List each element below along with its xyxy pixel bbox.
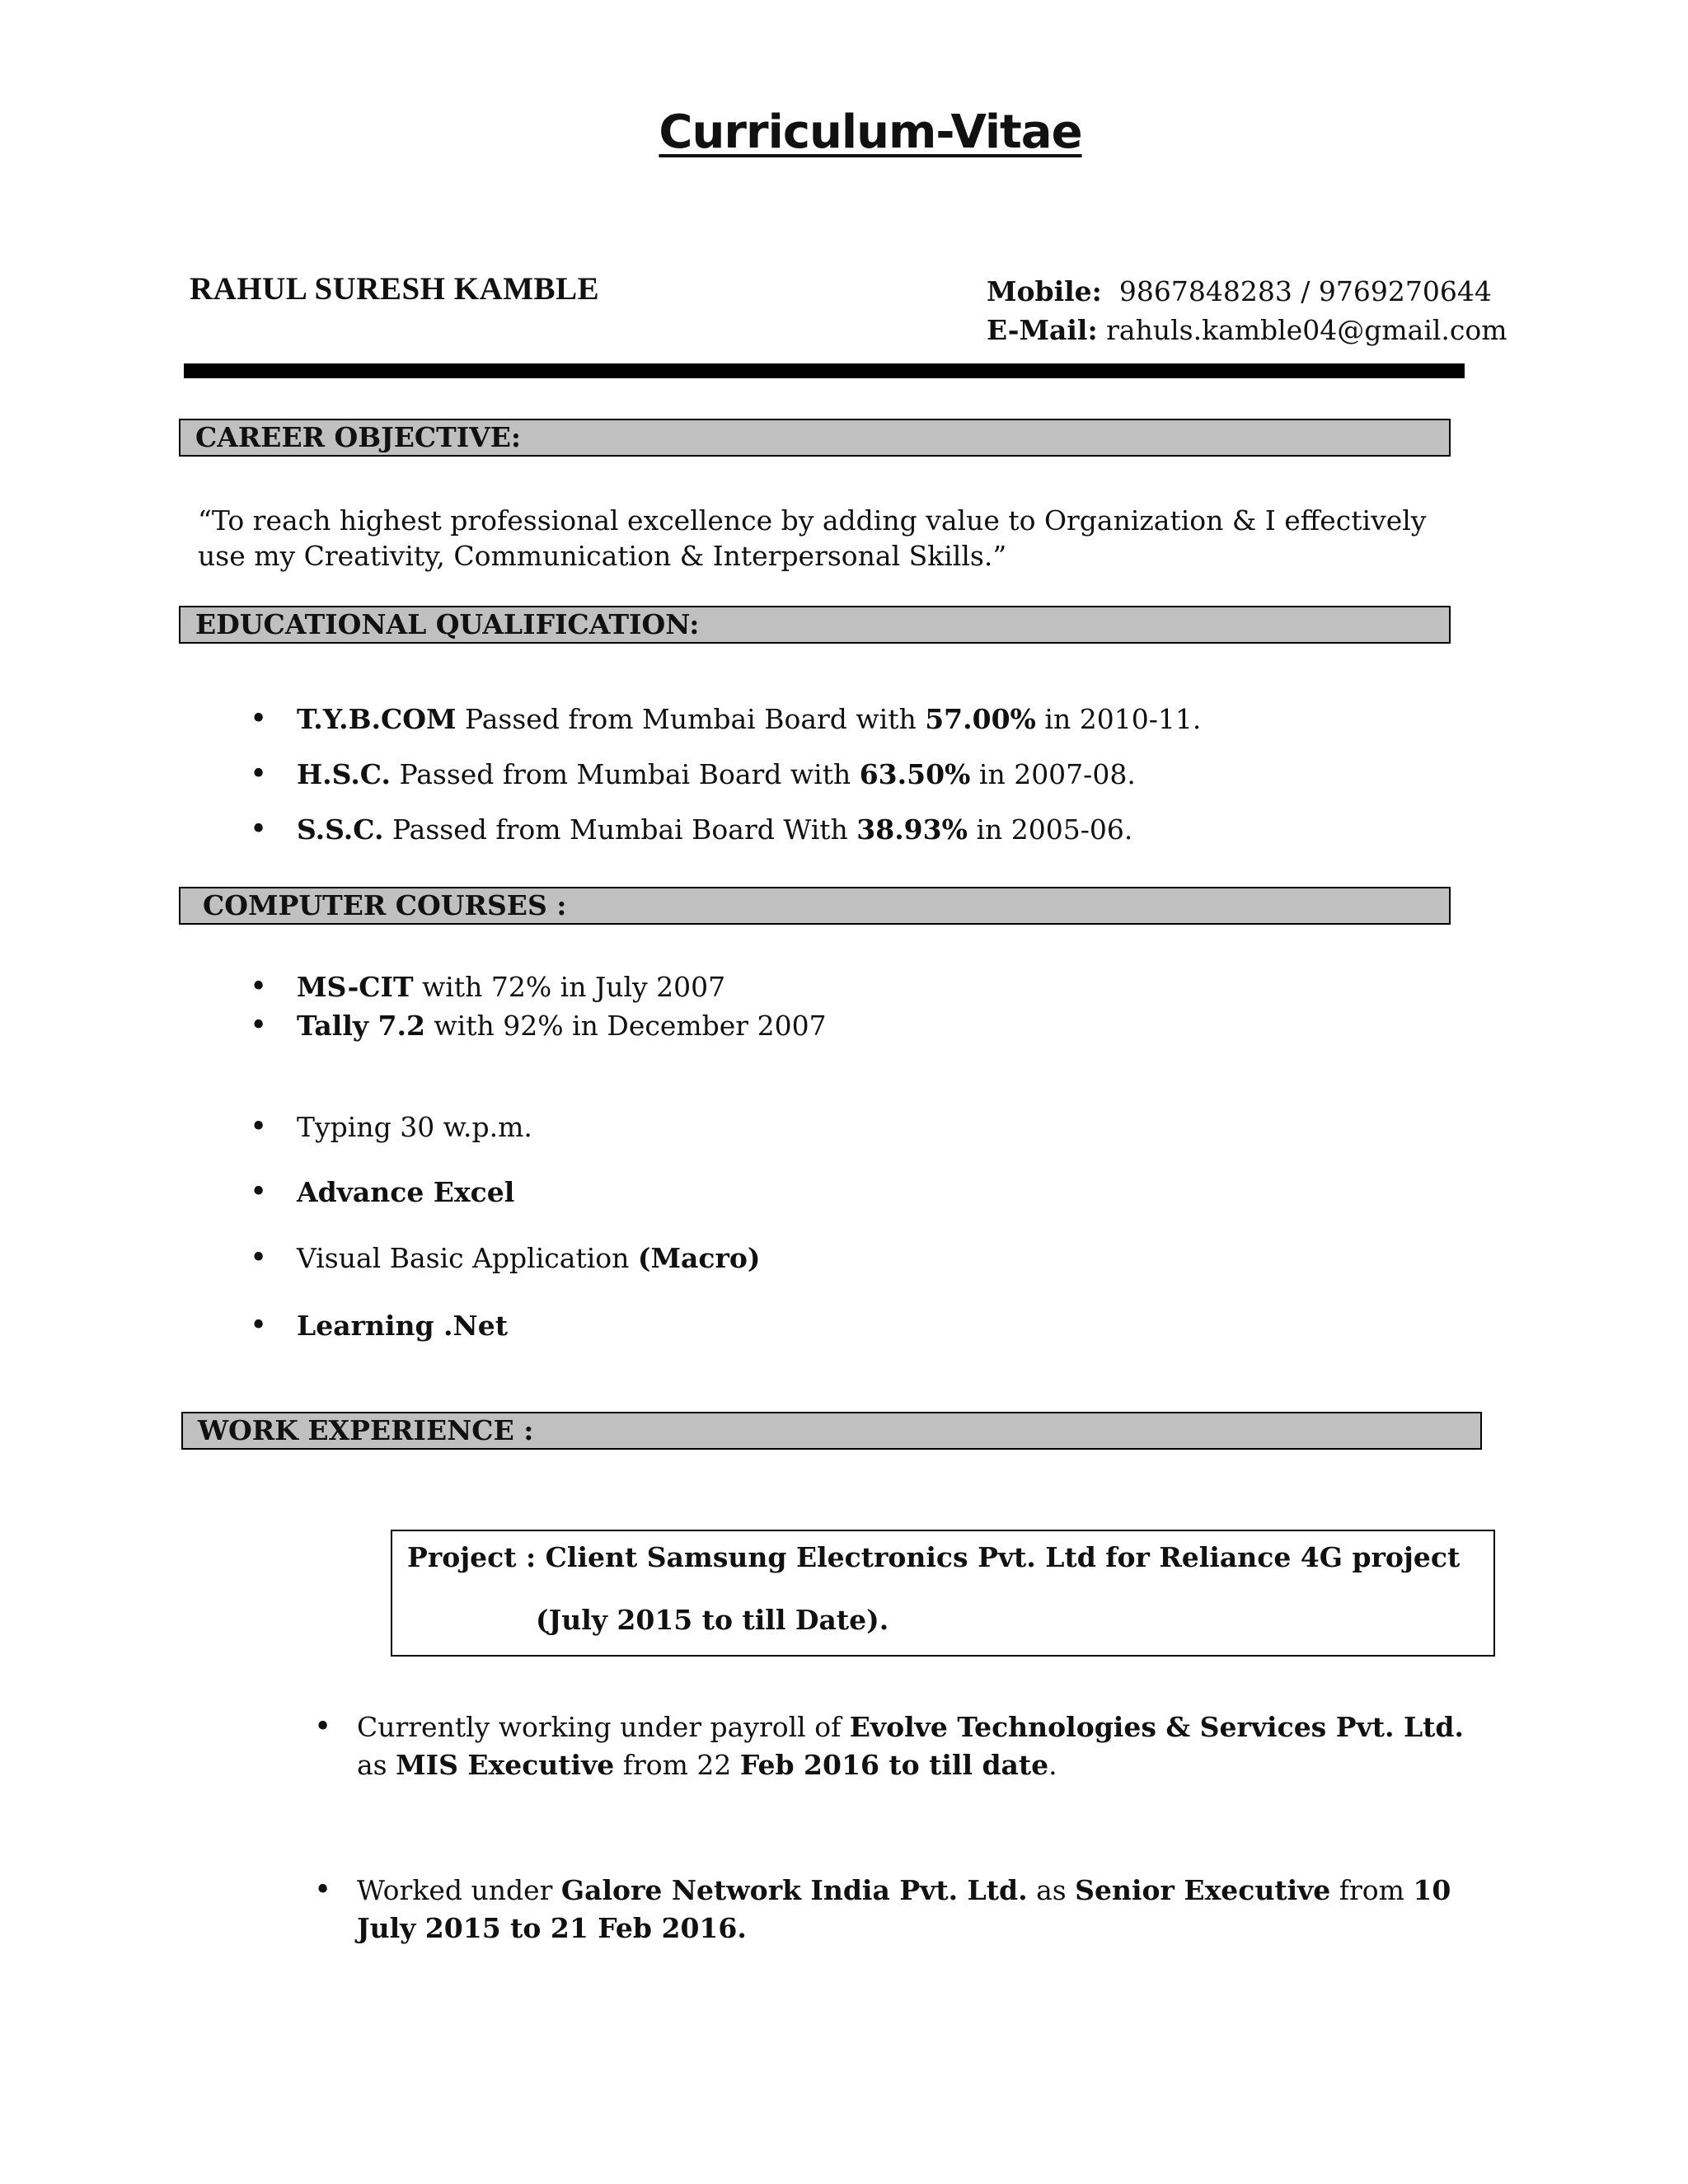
list-item: • T.Y.B.COM Passed from Mumbai Board with 57.00% in 2010-11.: [297, 701, 1201, 737]
list-item: • Visual Basic Application (Macro): [297, 1240, 761, 1276]
page-title: Curriculum-Vitae: [659, 105, 1082, 159]
list-item: • MS-CIT with 72% in July 2007: [297, 969, 725, 1005]
candidate-name: RAHUL SURESH KAMBLE: [190, 271, 600, 307]
list-item: • S.S.C. Passed from Mumbai Board With 38.93% in 2005-06.: [297, 812, 1132, 847]
project-title: Project : Client Samsung Electronics Pvt. Ltd for Reliance 4G project: [407, 1541, 1461, 1573]
section-header-career-objective: CAREER OBJECTIVE:: [179, 419, 1451, 457]
work-item: • Worked under Galore Network India Pvt. Ltd. as Senior Executive from 10 July 2015 to 21 Feb 2016.: [357, 1872, 1478, 1947]
list-item: • Tally 7.2 with 92% in December 2007: [297, 1008, 827, 1043]
project-box: [391, 1530, 1495, 1657]
career-objective-text: “To reach highest professional excellence by adding value to Organization & I effectively use my Creativity, Communication & Interpersonal Skills.”: [198, 504, 1427, 572]
section-header-computer-courses: COMPUTER COURSES :: [179, 887, 1451, 925]
work-item: • Currently working under payroll of Evolve Technologies & Services Pvt. Ltd. as MIS Executive from 22 Feb 2016 to till date.: [357, 1708, 1478, 1784]
section-header-work-experience: WORK EXPERIENCE :: [181, 1412, 1482, 1450]
mobile-line: Mobile: 9867848283 / 9769270644: [987, 275, 1492, 307]
mobile-value: 9867848283 / 9769270644: [1118, 275, 1492, 307]
section-header-education: EDUCATIONAL QUALIFICATION:: [179, 606, 1451, 644]
header-divider: [184, 363, 1465, 378]
project-duration: (July 2015 to till Date).: [536, 1604, 889, 1636]
contact-block: [987, 272, 1507, 349]
list-item: • Advance Excel: [297, 1174, 514, 1210]
list-item: • Learning .Net: [297, 1308, 508, 1343]
list-item: • H.S.C. Passed from Mumbai Board with 63.50% in 2007-08.: [297, 757, 1136, 792]
list-item: • Typing 30 w.p.m.: [297, 1109, 532, 1145]
email-value[interactable]: rahuls.kamble04@gmail.com: [1106, 314, 1507, 346]
email-line: E-Mail: rahuls.kamble04@gmail.com: [987, 314, 1507, 346]
